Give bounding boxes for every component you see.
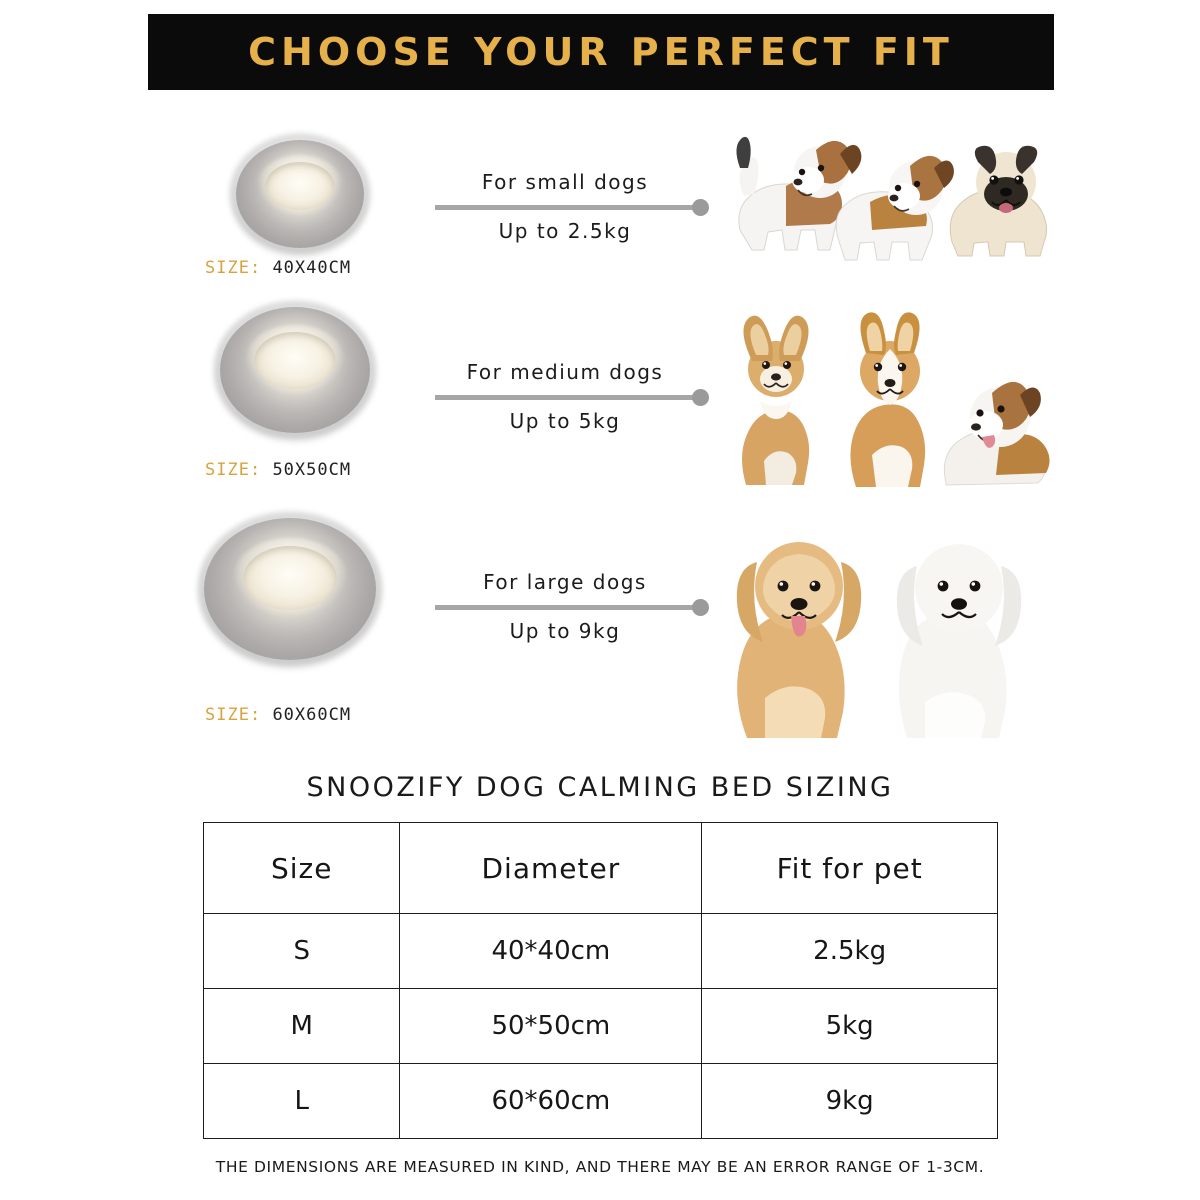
table-header-diameter: Diameter [400,823,702,914]
size-label-large [205,705,351,725]
cell-size-s: S [204,914,400,989]
size-label-value-medium: 50X50CM [272,460,352,480]
callout-large [435,570,695,643]
size-label-prefix-large: SIZE: [205,705,262,725]
bed-image-small [195,140,405,248]
callout-dot-medium [692,389,709,406]
cell-diameter-m: 50*50cm [400,989,702,1064]
cell-size-m: M [204,989,400,1064]
table-header-fit: Fit for pet [702,823,998,914]
cell-fit-s: 2.5kg [702,914,998,989]
cell-diameter-s: 40*40cm [400,914,702,989]
callout-small [435,170,695,243]
cell-size-l: L [204,1064,400,1139]
size-label-small [205,258,351,278]
callout-medium [435,360,695,433]
size-label-prefix-small: SIZE: [205,258,262,278]
size-row-medium [0,295,1200,495]
cell-fit-m: 5kg [702,989,998,1064]
callout-bar-medium [435,389,695,405]
table-header-size: Size [204,823,400,914]
bed-image-medium [190,307,400,433]
callout-line1-large: For large dogs [483,570,647,594]
callout-line2-small: Up to 2.5kg [498,219,632,243]
table-row [204,1064,998,1139]
callout-bar-large [435,599,695,615]
callout-line2-large: Up to 9kg [509,619,621,643]
sizing-table [203,822,998,1139]
table-header-row [204,823,998,914]
callout-line2-medium: Up to 5kg [509,409,621,433]
cell-fit-l: 9kg [702,1064,998,1139]
sizing-title: SNOOZIFY DOG CALMING BED SIZING [306,772,894,803]
header-banner [148,14,1054,90]
size-label-medium [205,460,351,480]
callout-line1-medium: For medium dogs [466,360,664,384]
callout-line1-small: For small dogs [481,170,649,194]
page-title: CHOOSE YOUR PERFECT FIT [248,30,954,74]
cell-diameter-l: 60*60cm [400,1064,702,1139]
footnote: THE DIMENSIONS ARE MEASURED IN KIND, AND THERE MAY BE AN ERROR RANGE OF 1-3CM. [215,1158,985,1176]
dog-photo-medium [710,305,1050,490]
size-row-small [0,110,1200,300]
table-row [204,914,998,989]
bed-image-large [185,518,395,660]
callout-dot-small [692,199,709,216]
size-row-large [0,500,1200,755]
size-label-value-small: 40X40CM [272,258,352,278]
size-label-value-large: 60X60CM [272,705,352,725]
dog-photo-small [720,110,1050,275]
callout-bar-small [435,199,695,215]
dog-photo-large [695,512,1050,742]
size-label-prefix-medium: SIZE: [205,460,262,480]
table-row [204,989,998,1064]
